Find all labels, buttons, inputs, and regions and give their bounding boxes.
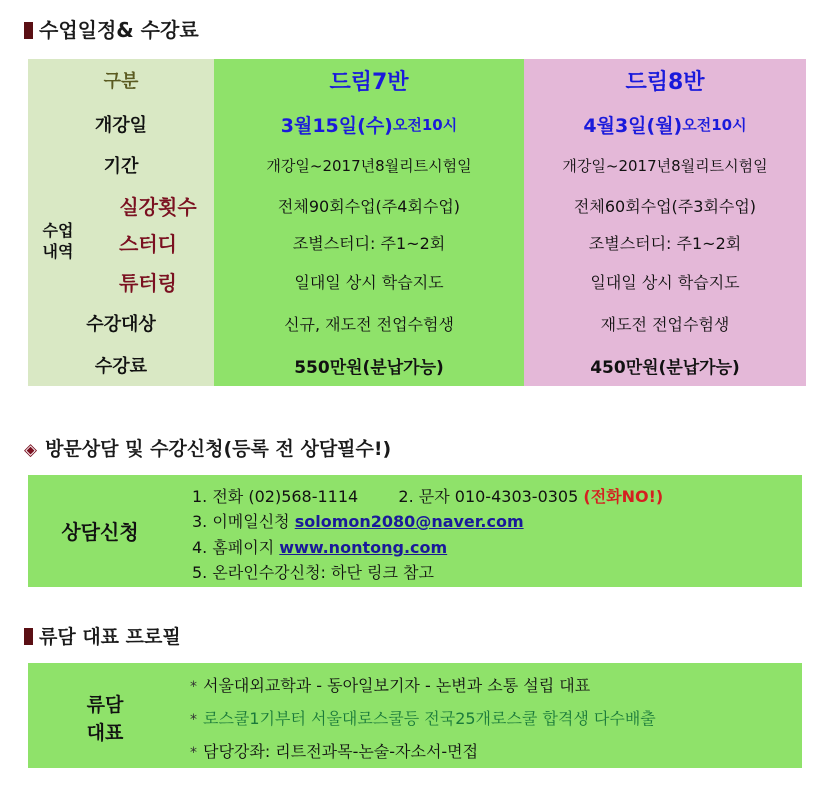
no-call-note: (전화NO!) [583,487,664,506]
class7-open-date: 3월15일(수) 오전10시 [280,114,458,137]
class8-fee: 450만원(분납가능) [590,357,740,378]
diamond-icon: ◈ [24,440,38,460]
contact-line-3: 3. 이메일신청 solomon2080@naver.com [192,512,524,531]
asterisk-bullet-icon: * [190,679,197,695]
class8-lectures: 전체60회수업(주3회수업) [573,196,757,216]
square-bullet-icon [24,628,33,645]
header-class7: 드림7반 [329,69,409,95]
class8-study: 조별스터디: 주1~2회 [588,233,742,253]
profile-label-name: 류담 [86,693,124,716]
row-label-fee: 수강료 [94,356,148,377]
class7-fee: 550만원(분납가능) [294,357,444,378]
homepage-link[interactable]: www.nontong.com [279,538,448,557]
row-label-open: 개강일 [94,115,148,136]
profile-item: * 로스쿨1기부터 서울대로스쿨등 전국25개로스쿨 합격생 다수배출 [190,709,656,728]
class8-target: 재도전 전업수험생 [600,314,730,334]
class7-tutoring: 일대일 상시 학습지도 [294,272,444,292]
contact-line-5: 5. 온라인수강신청: 하단 링크 참고 [192,563,434,582]
section-schedule-title: 수업일정& 수강료 [24,14,199,43]
contact-line-1 [192,484,663,507]
class7-lectures: 전체90회수업(주4회수업) [277,196,461,216]
header-class8: 드림8반 [625,69,705,95]
class8-period: 개강일~2017년8월리트시험일 [562,156,768,175]
square-bullet-icon [24,22,33,39]
section-consult-title: ◈ 방문상담 및 수강신청(등록 전 상담필수!) [24,438,392,460]
row-label-tutoring: 튜터링 [119,270,177,295]
asterisk-bullet-icon: * [190,745,197,761]
class8-tutoring: 일대일 상시 학습지도 [590,272,740,292]
header-label: 구분 [103,71,139,92]
profile-item: * 서울대외교학과 - 동아일보기자 - 논변과 소통 설립 대표 [190,676,591,695]
row-label-period: 기간 [103,156,139,177]
email-link[interactable]: solomon2080@naver.com [294,512,524,531]
consult-label: 상담신청 [61,519,139,544]
sms-contact: 2. 문자 010-4303-0305 [398,487,579,506]
class7-study: 조별스터디: 주1~2회 [292,233,446,253]
profile-label-title: 대표 [86,721,124,744]
row-label-lectures: 실강횟수 [119,194,197,219]
row-label-target: 수강대상 [86,314,156,335]
section-profile-title: 류담 대표 프로필 [24,622,181,649]
asterisk-bullet-icon: * [190,712,197,728]
group-label-curriculum: 수업 내역 [42,221,74,261]
row-label-study: 스터디 [119,231,177,256]
profile-item: * 담당강좌: 리트전과목-논술-자소서-면접 [190,742,479,761]
phone-contact: 1. 전화 (02)568-1114 [192,487,359,506]
class8-open-date: 4월3일(월) 오전10시 [583,114,747,137]
class7-target: 신규, 재도전 전업수험생 [284,314,454,334]
class7-period: 개강일~2017년8월리트시험일 [266,156,472,175]
contact-line-4: 4. 홈페이지 www.nontong.com [192,538,448,557]
